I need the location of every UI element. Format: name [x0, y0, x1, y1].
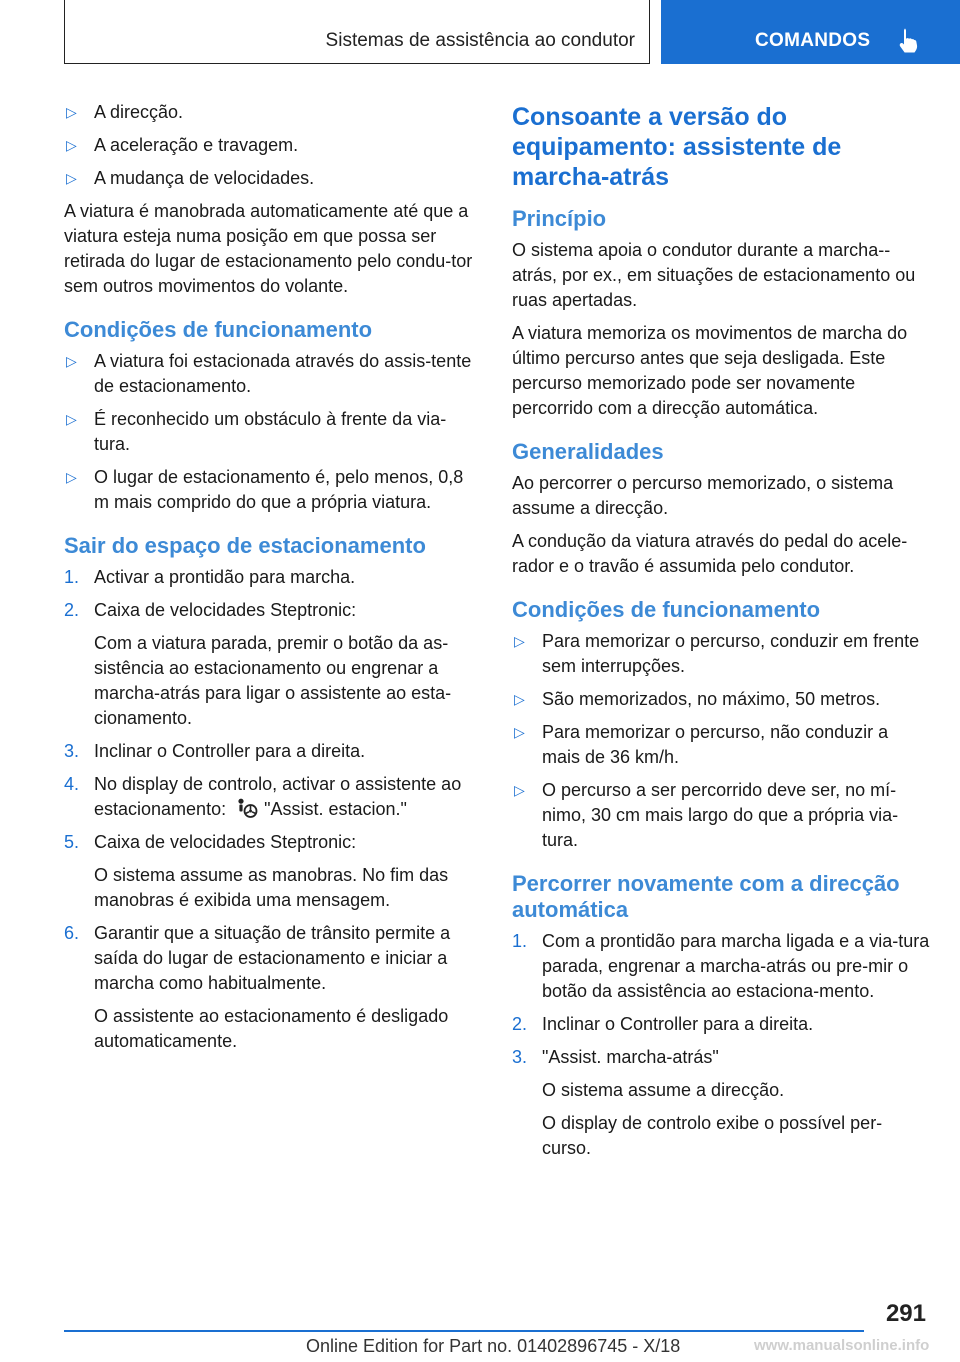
step-item: 1. Com a prontidão para marcha ligada e a via-tura parada, engrenar a marcha-atrás ou pre-mir o botão da assistência ao estaciona-mento.	[512, 931, 930, 1001]
step-item: 3. "Assist. marcha-atrás" O sistema assume a direcção. O display de controlo exibe o possível per-curso.	[512, 1045, 930, 1161]
list-item: ▷ O lugar de estacionamento é, pelo menos, 0,8 m mais comprido do que a própria viatura.	[66, 467, 464, 512]
footer-watermark: www.manualsonline.info	[754, 1337, 930, 1354]
section-heading-conditions: Condições de funcionamento	[64, 317, 373, 342]
triangle-bullet-icon: ▷	[514, 633, 525, 649]
footer-edition: Online Edition for Part no. 01402896745 - X/18	[306, 1336, 681, 1356]
list-item: ▷ O percurso a ser percorrido deve ser, no mí-nimo, 30 cm mais largo do que a própria via-tura.	[514, 780, 899, 850]
page-number: 291	[885, 1300, 926, 1327]
list-item: ▷ É reconhecido um obstáculo à frente da via-tura.	[66, 409, 447, 454]
section-heading-reverse: Percorrer novamente com a direcção automática	[512, 871, 900, 922]
triangle-bullet-icon: ▷	[66, 411, 77, 427]
triangle-bullet-icon: ▷	[66, 353, 77, 369]
header-title: Sistemas de assistência ao condutor	[325, 30, 635, 51]
list-item: ▷ A viatura foi estacionada através do assis-tente de estacionamento.	[66, 351, 472, 396]
section-heading-conditions: Condições de funcionamento	[512, 597, 821, 622]
list-item: ▷ A mudança de velocidades.	[64, 166, 482, 191]
parking-assist-icon	[236, 798, 258, 818]
triangle-bullet-icon: ▷	[66, 170, 77, 186]
step-item: 3. Inclinar o Controller para a direita.	[64, 741, 366, 761]
list-item: ▷ A aceleração e travagem.	[64, 133, 482, 158]
list-item: ▷ A direcção.	[64, 100, 482, 125]
list-item: ▷ Para memorizar o percurso, conduzir em frente sem interrupções.	[514, 631, 920, 676]
paragraph: A viatura memoriza os movimentos de marcha do último percurso antes que seja desligada. Este percurso memorizado pode ser novamente percorrido com a direcção automática.	[512, 323, 908, 418]
triangle-bullet-icon: ▷	[66, 104, 77, 120]
triangle-bullet-icon: ▷	[514, 782, 525, 798]
step-detail: O sistema assume a direcção.	[542, 1080, 785, 1100]
paragraph: A viatura é manobrada automaticamente até que a viatura esteja numa posição em que possa ser retirada do lugar de estacionamento pelo condu-tor sem outros movimentos do volante.	[64, 201, 473, 296]
step-item: 2. Inclinar o Controller para a direita.	[512, 1014, 814, 1034]
footer-divider	[64, 1330, 864, 1332]
list-item: ▷ São memorizados, no máximo, 50 metros.	[512, 687, 930, 712]
paragraph: Ao percorrer o percurso memorizado, o sistema assume a direcção.	[512, 473, 894, 518]
step-item: 2. Caixa de velocidades Steptronic: Com a viatura parada, premir o botão da as-sistência ao estacionamento ou engrenar a marcha-atrás para ligar o assistente ao esta-cionamento.	[64, 598, 482, 731]
step-detail: O assistente ao estacionamento é desligado automaticamente.	[94, 1006, 449, 1051]
paragraph: A condução da viatura através do pedal do acele-rador e o travão é assumida pelo condutor.	[512, 531, 908, 576]
step-item: 5. Caixa de velocidades Steptronic: O sistema assume as manobras. No fim das manobras é exibida uma mensagem.	[64, 830, 482, 913]
step-detail: Com a viatura parada, premir o botão da as-sistência ao estacionamento ou engrenar a marcha-atrás para ligar o assistente ao esta-cionamento.	[94, 633, 452, 728]
triangle-bullet-icon: ▷	[514, 691, 525, 707]
section-heading-principle: Princípio	[512, 206, 607, 231]
left-column	[64, 100, 482, 1062]
step-detail: O display de controlo exibe o possível per-curso.	[542, 1113, 883, 1158]
header-section-label: COMANDOS	[755, 30, 871, 51]
triangle-bullet-icon: ▷	[66, 469, 77, 485]
section-heading-exit: Sair do espaço de estacionamento	[64, 533, 426, 558]
section-heading-general: Generalidades	[512, 439, 664, 464]
triangle-bullet-icon: ▷	[66, 137, 77, 153]
paragraph: O sistema apoia o condutor durante a marcha--atrás, por ex., em situações de estacionamento ou ruas apertadas.	[512, 240, 916, 310]
step-detail: O sistema assume as manobras. No fim das manobras é exibida uma mensagem.	[94, 865, 449, 910]
step-item: 4. No display de controlo, activar o assistente ao estacionamento: "Assist. estacion."	[64, 774, 462, 819]
hand-pointer-icon	[897, 27, 921, 53]
main-heading: Consoante a versão do equipamento: assistente de marcha-atrás	[512, 103, 842, 191]
right-column	[512, 100, 930, 1169]
triangle-bullet-icon: ▷	[514, 724, 525, 740]
step-item: 1. Activar a prontidão para marcha.	[64, 567, 356, 587]
step-item: 6. Garantir que a situação de trânsito permite a saída do lugar de estacionamento e iniciar a marcha como habitualmente. O assistente ao estacionamento é desligado automaticamente.	[64, 921, 482, 1054]
header-section-tab	[661, 0, 960, 64]
list-item: ▷ Para memorizar o percurso, não conduzir a mais de 36 km/h.	[514, 722, 889, 767]
header-title-box	[64, 0, 650, 64]
